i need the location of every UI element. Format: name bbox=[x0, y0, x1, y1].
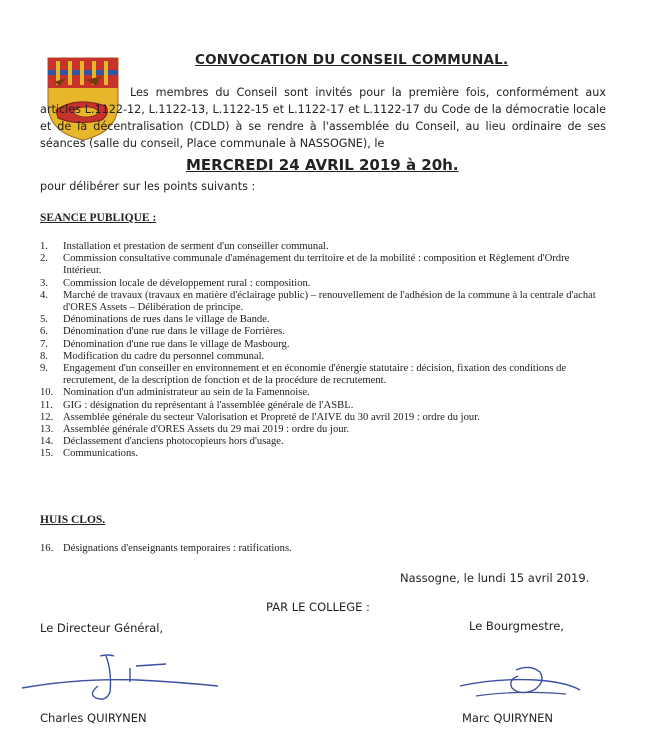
document-title: CONVOCATION DU CONSEIL COMMUNAL. bbox=[195, 52, 509, 68]
list-item: 11. GIG : désignation du représentant à l'assemblée générale de l'ASBL. bbox=[40, 399, 354, 411]
list-item: 3. Commission locale de développement rural : composition. bbox=[40, 277, 311, 289]
list-item: 13. Assemblée générale d'ORES Assets du 29 mai 2019 : ordre du jour. bbox=[40, 424, 350, 436]
mayor-title: Le Bourgmestre, bbox=[469, 619, 564, 633]
list-item: 4. Marché de travaux (travaux en matière d'éclairage public) – renouvellement de l'adhésion de la commune à la centrale d'achat d'ORES Assets – Délibération de principe. bbox=[40, 289, 596, 314]
list-item: 10. Nomination d'un administrateur au sein de la Famennoise. bbox=[40, 387, 310, 399]
list-item: 7. Dénomination d'une rue dans le village de Masbourg. bbox=[40, 338, 290, 350]
list-item: 14. Déclassement d'anciens photocopieurs hors d'usage. bbox=[40, 436, 284, 448]
list-item: 2. Commission consultative communale d'aménagement du territoire et de la mobilité : composition et Règlement d'Ordre Intérieur. bbox=[40, 253, 570, 277]
deliberate-line: pour délibérer sur les points suivants : bbox=[40, 180, 256, 193]
meeting-date: MERCREDI 24 AVRIL 2019 à 20h. bbox=[186, 156, 459, 174]
closed-agenda-list bbox=[40, 543, 600, 555]
place-and-date: Nassogne, le lundi 15 avril 2019. bbox=[400, 571, 590, 585]
list-item: 6. Dénomination d'une rue dans le village de Forrières. bbox=[40, 326, 285, 338]
list-item: 1. Installation et prestation de serment d'un conseiller communal. bbox=[40, 241, 329, 252]
public-session-heading: SEANCE PUBLIQUE : bbox=[40, 212, 157, 224]
director-signature-icon bbox=[18, 642, 228, 712]
director-name: Charles QUIRYNEN bbox=[40, 711, 147, 725]
intro-paragraph: Les membres du Conseil sont invités pour la première fois, conformément aux articles L.1122-12, L.1122-13, L.1122-15 et L.1122-17 et L.1122-17 du Code de la démocratie locale et de la décentralisation (CDLD) à se rendre à l'assemblée du Conseil, au lieu ordinaire de ses séances (salle du conseil, Place communale à NASSOGNE), le bbox=[40, 86, 606, 150]
list-item: 5. Dénominations de rues dans le village de Bande. bbox=[40, 314, 270, 326]
public-agenda-list bbox=[40, 241, 600, 461]
list-item: 15. Communications. bbox=[40, 448, 139, 460]
mayor-name: Marc QUIRYNEN bbox=[462, 711, 554, 725]
closed-session-heading: HUIS CLOS. bbox=[40, 514, 106, 526]
list-item: 16. Désignations d'enseignants temporaires : ratifications. bbox=[40, 543, 292, 554]
list-item: 12. Assemblée générale du secteur Valorisation et Propreté de l'AIVE du 30 avril 2019 : ordre du jour. bbox=[40, 411, 480, 423]
mayor-signature-icon bbox=[456, 660, 586, 710]
list-item: 9. Engagement d'un conseiller en environnement et en économie d'énergie statutaire : décision, fixation des conditions de recrutement, de la description de fonction et de la procédure de recrutement. bbox=[40, 363, 567, 387]
director-general-title: Le Directeur Général, bbox=[40, 621, 164, 635]
college-line: PAR LE COLLEGE : bbox=[266, 600, 370, 614]
list-item: 8. Modification du cadre du personnel communal. bbox=[40, 350, 265, 362]
